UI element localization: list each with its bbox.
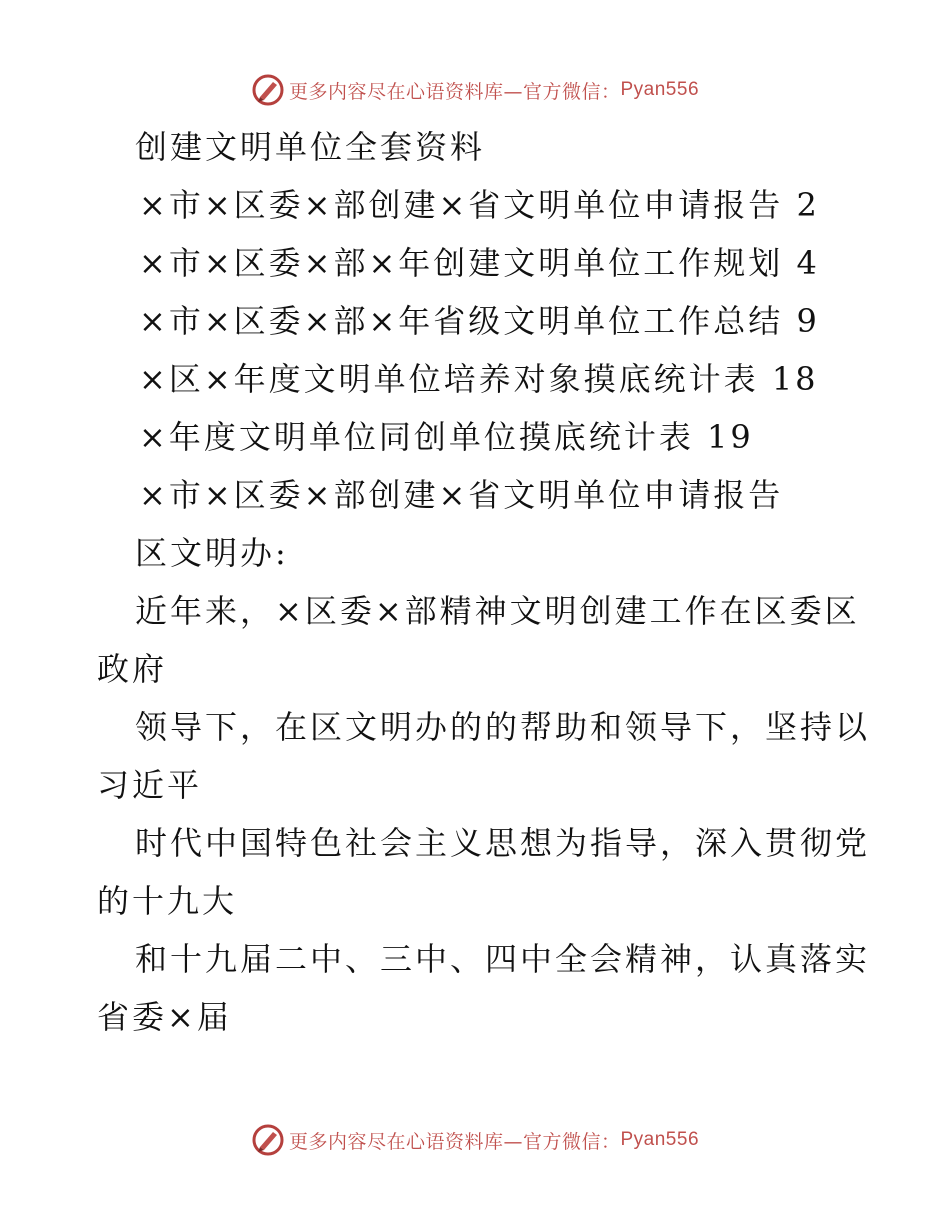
brand-text: 更多内容尽在心语资料库—官方微信：	[288, 1130, 621, 1153]
toc-entry-text: ×区×年度文明单位培养对象摸底统计表	[139, 360, 759, 398]
report-heading: ×市×区委×部创建×省文明单位申请报告	[139, 476, 784, 514]
paragraph-line-continued: 省委×届	[97, 998, 232, 1036]
toc-entry-text: ×市×区委×部创建×省文明单位申请报告	[139, 186, 784, 224]
paragraph-line-continued: 习近平	[97, 766, 203, 804]
paragraph-line: 近年来，×区委×部精神文明创建工作在区委区	[135, 592, 860, 630]
paragraph-line-continued: 的十九大	[97, 882, 238, 920]
document-body	[97, 118, 871, 1046]
toc-entry-page: 4	[796, 244, 820, 282]
salutation: 区文明办:	[135, 534, 289, 572]
toc-entry-text: ×市×区委×部×年创建文明单位工作规划	[139, 244, 784, 282]
paragraph-line: 领导下，在区文明办的的帮助和领导下，坚持以	[135, 708, 871, 746]
toc-entry-page: 19	[707, 418, 754, 456]
footer-brand-bar	[0, 1120, 950, 1160]
document-title: 创建文明单位全套资料	[135, 128, 486, 166]
toc-entry	[97, 234, 857, 292]
brand-logo-icon	[251, 1123, 285, 1157]
paragraph-line-continued: 政府	[97, 650, 168, 688]
paragraph-line: 和十九届二中、三中、四中全会精神，认真落实	[135, 940, 871, 978]
toc-entry	[97, 408, 857, 466]
paragraph-line: 时代中国特色社会主义思想为指导，深入贯彻党	[135, 824, 871, 862]
brand-wechat-id: Pyan556	[620, 79, 700, 100]
toc-entry-text: ×年度文明单位同创单位摸底统计表	[139, 418, 694, 456]
toc-entry-text: ×市×区委×部×年省级文明单位工作总结	[139, 302, 784, 340]
brand-text: 更多内容尽在心语资料库—官方微信：	[288, 80, 621, 103]
brand-wechat-id: Pyan556	[620, 1129, 700, 1150]
brand-logo-icon	[251, 73, 285, 107]
header-brand-bar	[0, 70, 950, 110]
toc-entry	[97, 350, 857, 408]
toc-entry-page: 2	[796, 186, 820, 224]
toc-entry-page: 18	[771, 360, 819, 398]
toc-entry	[97, 176, 857, 234]
toc-entry	[97, 292, 857, 350]
toc-entry-page: 9	[796, 302, 820, 340]
